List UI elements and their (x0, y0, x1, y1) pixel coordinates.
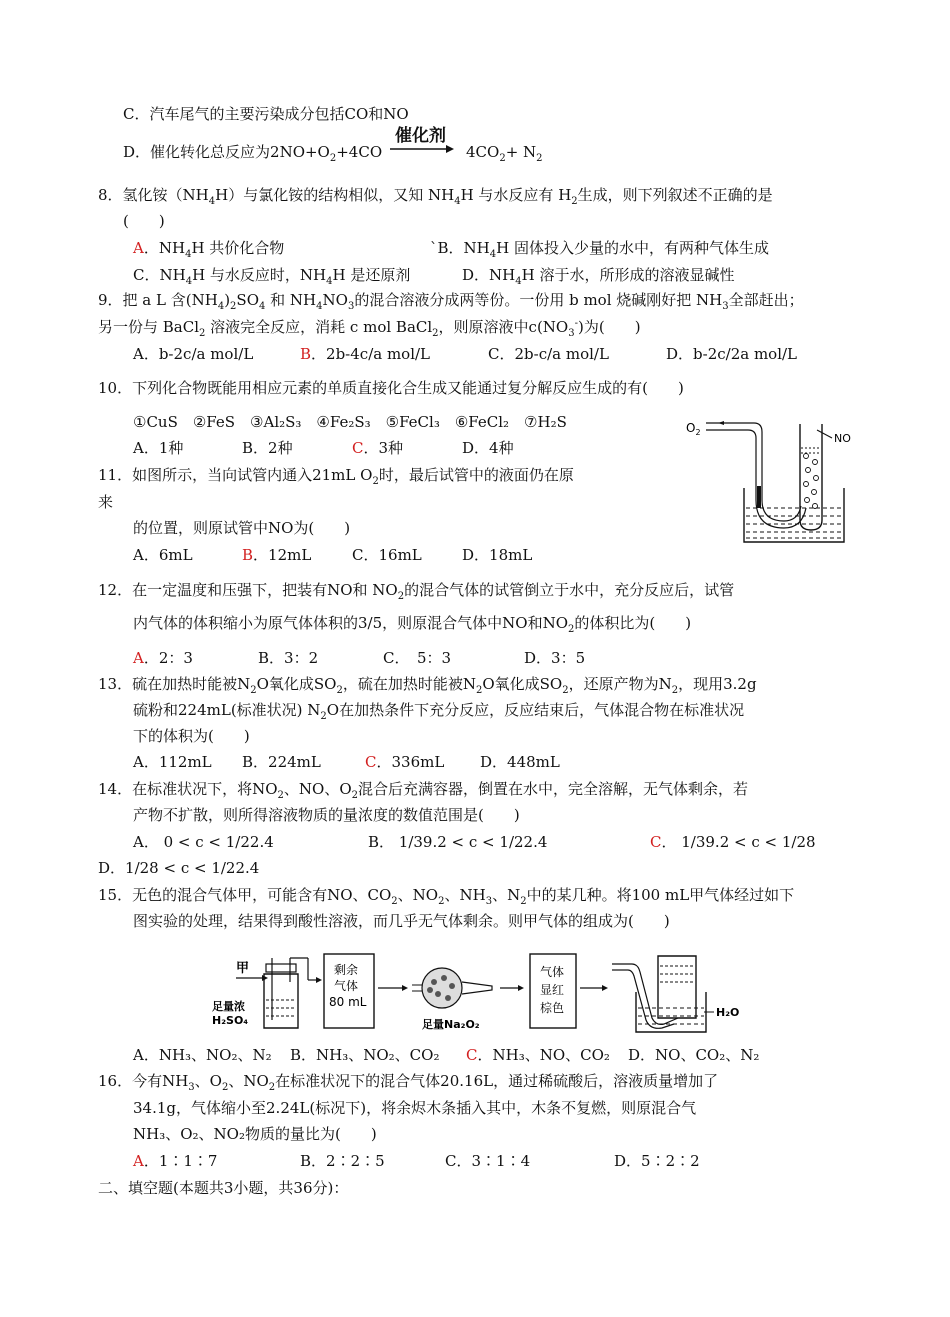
q15-fig-h2o-label: H₂O (716, 1006, 740, 1019)
q11-fig-water-lines (746, 508, 842, 538)
q16-option-c: C．3∶1∶4 (445, 1152, 531, 1170)
q11-fig-o2-label: $O_2$ (686, 421, 701, 437)
q15-fig-na2o2-label: 足量Na₂O₂ (422, 1018, 480, 1031)
q15-option-a: A．NH₃、NO₂、N₂ (133, 1046, 272, 1064)
q13-option-a: A．112mL (133, 753, 212, 771)
q12-option-c: C． 5：3 (383, 649, 452, 667)
q15-fig-h2so4-label-1: 足量浓 (212, 1000, 245, 1013)
q16-option-a: A．1∶1∶7 (133, 1152, 218, 1170)
q11-apparatus-figure (684, 408, 854, 548)
q15-fig-h2so4-label-2: H₂SO₄ (212, 1014, 249, 1027)
q15-stem-line2: 图实验的处理，结果得到酸性溶液，而几乎无气体剩余。则甲气体的组成为( ) (133, 912, 670, 930)
q14-stem-line1: 14．在标准状况下，将$NO_2$、NO、$O_2$混合后充满容器，倒置在水中，完全溶解，无气体剩余，若 (98, 780, 749, 801)
q15-stem-line1: 15．无色的混合气体甲，可能含有NO、$CO_2$、$NO_2$、$NH_3$、$N_2$中的某几种。将100 mL甲气体经过如下 (98, 886, 795, 907)
q13-option-b: B．224mL (242, 753, 321, 771)
q9-stem-line2: 另一份与 BaCl$_2$ 溶液完全反应，消耗 c mol BaCl$_2$，则原溶液中$c(NO_3^-)$为( ) (98, 318, 641, 339)
q16-stem-line3: NH₃、O₂、NO₂物质的量比为( ) (133, 1125, 377, 1143)
q15-process-figure (212, 948, 752, 1038)
q10-option-b: B．2种 (242, 439, 293, 457)
q8-option-d: D．$NH_4H$ 溶于水，所形成的溶液显碱性 (462, 266, 735, 287)
q15-option-d: D．NO、CO₂、N₂ (628, 1046, 760, 1064)
q10-option-d: D．4种 (462, 439, 514, 457)
q14-option-b: B． 1/39.2 < c < 1/22.4 (368, 833, 548, 851)
q10-stem: 10．下列化合物既能用相应元素的单质直接化合生成又能通过复分解反应生成的有( ) (98, 379, 684, 397)
q15-fig-box2-line1: 气体 (540, 965, 565, 979)
q11-option-a: A．6mL (133, 546, 193, 564)
q13-option-c: C．336mL (365, 753, 445, 771)
q12-option-a: A．2：3 (133, 649, 193, 667)
q16-stem-line2: 34.1g，气体缩小至2.24L(标况下)，将余烬木条插入其中，木条不复燃，则原混合气 (133, 1099, 697, 1117)
q15-fig-jia-label: 甲 (236, 961, 250, 976)
q14-option-a: A． 0 < c < 1/22.4 (133, 833, 274, 851)
q7-option-d: D．催化转化总反应为$2NO+O_2+4CO$ (123, 143, 383, 164)
q11-stem-line3: 的位置，则原试管中NO为( ) (133, 519, 351, 537)
q15-fig-box1-line2: 气体 (334, 979, 359, 993)
q16-stem-line1: 16．今有$NH_3$、$O_2$、$NO_2$在标准状况下的混合气体20.16L，通过稀硫酸后，溶液质量增加了 (98, 1072, 719, 1093)
q7-catalyst-label: 催化剂 (395, 126, 446, 146)
q13-stem-line1: 13．硫在加热时能被$N_2O$氧化成$SO_2$，硫在加热时能被$N_2O$氧化成$SO_2$，还原产物为$N_2$，现用3.2g (98, 675, 757, 696)
q13-stem-line3: 下的体积为( ) (133, 727, 250, 745)
q13-option-d: D．448mL (480, 753, 560, 771)
q9-option-d: D．b-2c/2a mol/L (666, 345, 798, 363)
q15-fig-wash-bottle (264, 958, 298, 1028)
q15-fig-box2-line3: 棕色 (540, 1001, 565, 1015)
q15-fig-box1-line1: 剩余 (334, 963, 359, 977)
q10-items: ①CuS ②FeS ③Al₂S₃ ④Fe₂S₃ ⑤FeCl₃ ⑥FeCl₂ ⑦H₂S (133, 413, 567, 431)
q15-fig-water-trough (612, 956, 714, 1032)
q12-option-b: B．3：2 (258, 649, 319, 667)
q11-option-d: D．18mL (462, 546, 533, 564)
q8-option-c: C．$NH_4H$ 与水反应时，$NH_4H$ 是还原剂 (133, 266, 411, 287)
q15-fig-box2-line2: 显红 (540, 983, 565, 997)
q12-stem-line2: 内气体的体积缩小为原气体体积的3/5，则原混合气体中NO和$NO_2$的体积比为( ) (133, 614, 692, 635)
q8-stem: 8．氢化铵$(NH_4H)$与氯化铵的结构相似，又知 $NH_4H$ 与水反应有 $H_2$生成，则下列叙述不正确的是 (98, 186, 773, 207)
q10-option-c: C．3种 (352, 439, 404, 457)
q14-option-c: C． 1/39.2 < c < 1/28 (650, 833, 816, 851)
q14-stem-line2: 产物不扩散，则所得溶液物质的量浓度的数值范围是( ) (133, 806, 520, 824)
q11-stem-line1: 11．如图所示，当向试管内通入21mL $O_2$时，最后试管中的液面仍在原 (98, 466, 574, 487)
q12-stem-line1: 12．在一定温度和压强下，把装有NO和 $NO_2$的混合气体的试管倒立于水中，充分反应后，试管 (98, 581, 735, 602)
q9-stem-line1: 9．把 a L 含$(NH_4)_2SO_4$ 和 $NH_4NO_3$的混合溶液分成两等份。一份用 b mol 烧碱刚好把 $NH_3$全部赶出； (98, 291, 804, 312)
q7-reaction-arrow (388, 143, 458, 155)
q16-option-d: D．5∶2∶2 (614, 1152, 700, 1170)
q9-option-a: A．b-2c/a mol/L (133, 345, 254, 363)
q7-option-d-products: $4CO_2+ N_2$ (466, 143, 543, 164)
section-2-heading: 二、填空题(本题共3小题，共36分)： (98, 1179, 349, 1197)
q15-fig-drying-tube (412, 968, 492, 1008)
q8-paren: ( ) (123, 212, 165, 230)
q12-option-d: D．3：5 (524, 649, 586, 667)
q11-option-c: C．16mL (352, 546, 422, 564)
q8-option-a: A．$NH_4H$ 共价化合物 (133, 239, 285, 260)
q15-option-b: B．NH₃、NO₂、CO₂ (290, 1046, 440, 1064)
q15-option-c: C．NH₃、NO、CO₂ (466, 1046, 610, 1064)
q15-fig-box1-line3: 80 mL (329, 995, 367, 1009)
q11-fig-bubbles (804, 454, 819, 509)
q9-option-c: C．2b-c/a mol/L (488, 345, 609, 363)
q7-option-c: C．汽车尾气的主要污染成分包括CO和NO (123, 105, 409, 123)
q14-option-d: D．1/28 < c < 1/22.4 (98, 859, 260, 877)
q10-option-a: A．1种 (133, 439, 184, 457)
q11-option-b: B．12mL (242, 546, 312, 564)
q11-fig-no-label: NO (834, 432, 851, 445)
q11-stem-line2: 来 (98, 493, 114, 511)
q9-option-b: B．2b-4c/a mol/L (300, 345, 431, 363)
q16-option-b: B．2∶2∶5 (300, 1152, 385, 1170)
q8-option-b: `B．$NH_4H$ 固体投入少量的水中，有两种气体生成 (430, 239, 769, 260)
q13-stem-line2: 硫粉和224mL(标准状况) $N_2O$在加热条件下充分反应，反应结束后，气体混合物在标准状况 (133, 701, 745, 722)
